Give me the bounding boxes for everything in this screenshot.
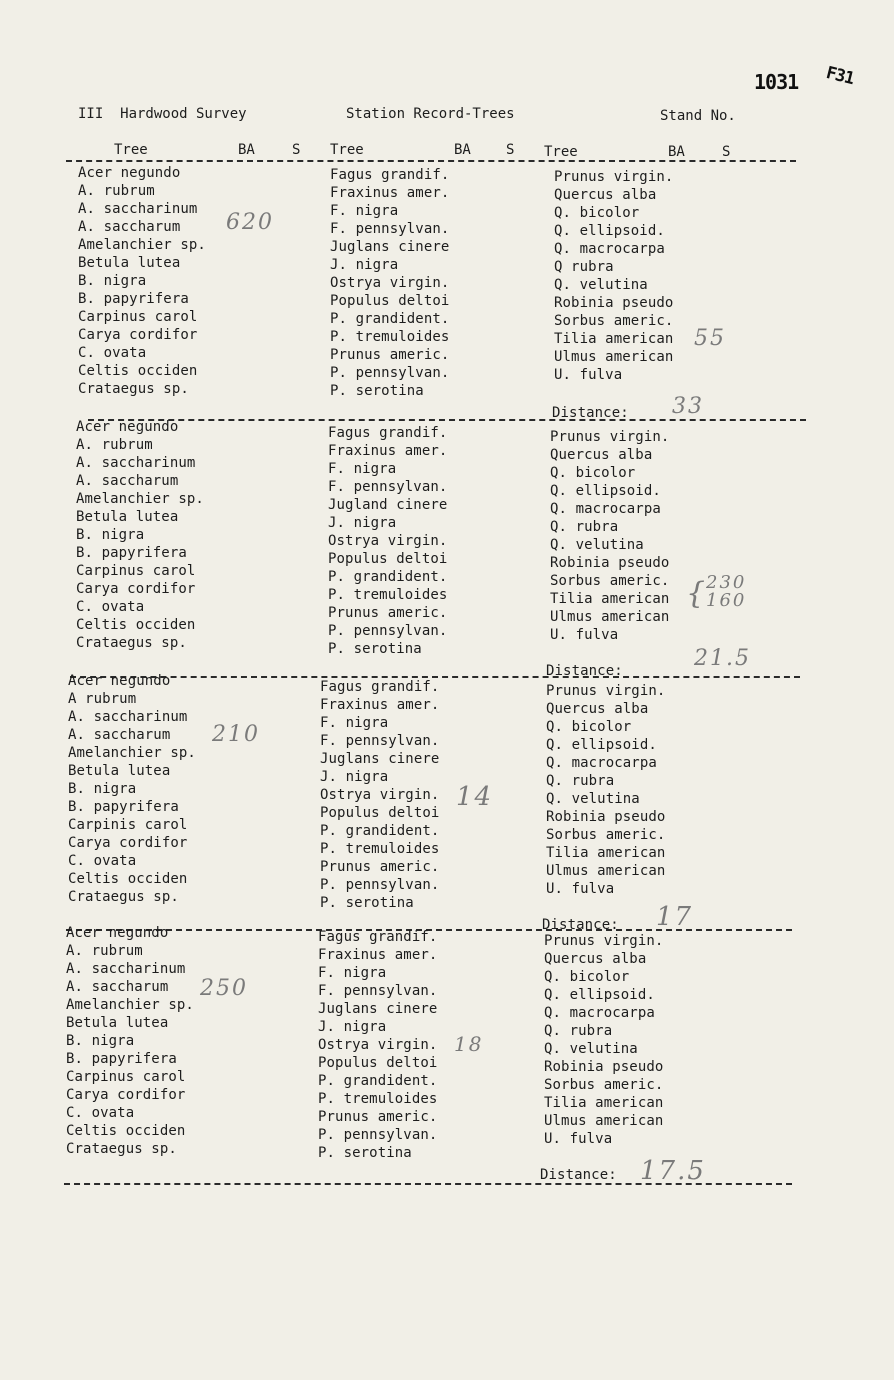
list-item: Prunus virgin.	[554, 169, 674, 185]
col1-tree-header: Tree	[114, 142, 148, 158]
list-item: A. saccharinum	[76, 455, 196, 471]
list-item: Amelanchier sp.	[78, 237, 206, 253]
list-item: Quercus alba	[544, 951, 647, 967]
list-item: Populus deltoi	[328, 551, 448, 567]
list-item: P. grandident.	[320, 823, 440, 839]
list-item: Acer negundo	[78, 165, 181, 181]
list-item: Q. velutina	[550, 537, 644, 553]
list-item: Carya cordifor	[78, 327, 198, 343]
distance-label: Distance:	[546, 663, 623, 679]
list-item: Crataegus sp.	[76, 635, 187, 651]
list-item: C. ovata	[78, 345, 147, 361]
list-item: Amelanchier sp.	[66, 997, 194, 1013]
station-3-col3	[546, 682, 665, 898]
list-item: Sorbus americ.	[550, 573, 670, 589]
list-item: J. nigra	[328, 515, 397, 531]
list-item: Q. ellipsoid.	[544, 987, 655, 1003]
col2-tree-header: Tree	[330, 142, 364, 158]
list-item: A. saccharum	[78, 219, 181, 235]
station-1-col2	[330, 166, 449, 400]
station-3-col2	[320, 678, 439, 912]
list-item: Carya cordifor	[76, 581, 196, 597]
list-item: Prunus virgin.	[550, 429, 670, 445]
list-item: Crataegus sp.	[78, 381, 189, 397]
list-item: A. rubrum	[78, 183, 155, 199]
list-item: P. grandident.	[328, 569, 448, 585]
list-item: Crataegus sp.	[66, 1141, 177, 1157]
station-4-col3	[544, 932, 663, 1148]
list-item: Carpinus carol	[78, 309, 198, 325]
list-item: U. fulva	[550, 627, 619, 643]
list-item: B. papyrifera	[66, 1051, 177, 1067]
list-item: Quercus alba	[554, 187, 657, 203]
handwritten-distance: 17	[656, 902, 694, 932]
distance-label: Distance:	[542, 917, 619, 933]
list-item: P. tremuloides	[328, 587, 448, 603]
list-item: Q. bicolor	[544, 969, 630, 985]
list-item: Q. rubra	[544, 1023, 613, 1039]
list-item: Acer negundo	[68, 673, 171, 689]
list-item: Carya cordifor	[66, 1087, 186, 1103]
list-item: Q. macrocarpa	[544, 1005, 655, 1021]
list-item: Fraxinus amer.	[320, 697, 440, 713]
list-item: Amelanchier sp.	[76, 491, 204, 507]
list-item: Fagus grandif.	[320, 679, 440, 695]
list-item: Prunus americ.	[318, 1109, 438, 1125]
list-item: Prunus americ.	[320, 859, 440, 875]
col3-s-header: S	[722, 144, 731, 160]
list-item: P. serotina	[330, 383, 424, 399]
list-item: F. nigra	[328, 461, 397, 477]
list-item: Tilia american	[546, 845, 666, 861]
list-item: P. tremuloides	[318, 1091, 438, 1107]
list-item: Juglans cinere	[318, 1001, 438, 1017]
list-item: A. saccharinum	[78, 201, 198, 217]
handwritten-ba: 14	[456, 782, 494, 812]
list-item: J. nigra	[320, 769, 389, 785]
list-item: Prunus virgin.	[544, 933, 664, 949]
list-item: C. ovata	[68, 853, 137, 869]
list-item: Prunus virgin.	[546, 683, 666, 699]
list-item: Q. velutina	[554, 277, 648, 293]
record-number-stamp: 1031	[754, 70, 799, 94]
col2-ba-header: BA	[454, 142, 471, 158]
list-item: Q. macrocarpa	[546, 755, 657, 771]
list-item: Fraxinus amer.	[328, 443, 448, 459]
list-item: Carpinus carol	[76, 563, 196, 579]
list-item: Celtis occiden	[66, 1123, 186, 1139]
handwritten-ba: 55	[694, 326, 726, 351]
list-item: Acer negundo	[76, 419, 179, 435]
list-item: Fagus grandif.	[330, 167, 450, 183]
list-item: U. fulva	[546, 881, 615, 897]
list-item: Q. ellipsoid.	[546, 737, 657, 753]
list-item: Q. bicolor	[550, 465, 636, 481]
list-item: F. nigra	[320, 715, 389, 731]
stand-number-label: Stand No.	[660, 108, 736, 124]
list-item: F. pennsylvan.	[328, 479, 448, 495]
list-item: Juglans cinere	[320, 751, 440, 767]
col1-s-header: S	[292, 142, 301, 158]
list-item: Ostrya virgin.	[328, 533, 448, 549]
list-item: Fraxinus amer.	[318, 947, 438, 963]
list-item: F. pennsylvan.	[330, 221, 450, 237]
list-item: Acer negundo	[66, 925, 169, 941]
list-item: Robinia pseudo	[550, 555, 670, 571]
list-item: Jugland cinere	[328, 497, 448, 513]
list-item: Amelanchier sp.	[68, 745, 196, 761]
list-item: Tilia american	[550, 591, 670, 607]
list-item: P. pennsylvan.	[328, 623, 448, 639]
handwritten-ba: 18	[454, 1032, 484, 1056]
list-item: P. grandident.	[330, 311, 450, 327]
station-4-col2	[318, 928, 437, 1162]
list-item: Q. rubra	[546, 773, 615, 789]
list-item: P. pennsylvan.	[320, 877, 440, 893]
list-item: A rubrum	[68, 691, 137, 707]
list-item: Betula lutea	[66, 1015, 169, 1031]
list-item: Prunus americ.	[330, 347, 450, 363]
col3-tree-header: Tree	[544, 144, 578, 160]
list-item: Populus deltoi	[318, 1055, 438, 1071]
list-item: P. tremuloides	[330, 329, 450, 345]
record-mark-stamp: F31	[823, 62, 856, 90]
list-item: A. saccharum	[68, 727, 171, 743]
station-1-col1	[78, 164, 206, 398]
list-item: Carpinis carol	[68, 817, 188, 833]
list-item: Populus deltoi	[320, 805, 440, 821]
station-2-col2	[328, 424, 447, 658]
distance-label: Distance:	[552, 405, 629, 421]
list-item: Q. rubra	[550, 519, 619, 535]
list-item: Crataegus sp.	[68, 889, 179, 905]
col2-s-header: S	[506, 142, 515, 158]
list-item: Ulmus american	[546, 863, 666, 879]
handwritten-ba: 160	[706, 590, 747, 611]
list-item: Tilia american	[554, 331, 674, 347]
list-item: Robinia pseudo	[554, 295, 674, 311]
list-item: P. serotina	[318, 1145, 412, 1161]
list-item: C. ovata	[66, 1105, 135, 1121]
header-divider	[66, 160, 796, 162]
list-item: Betula lutea	[76, 509, 179, 525]
record-title: Station Record-Trees	[346, 106, 515, 122]
list-item: B. papyrifera	[78, 291, 189, 307]
list-item: J. nigra	[318, 1019, 387, 1035]
list-item: A. saccharinum	[68, 709, 188, 725]
station-3-col1	[68, 672, 196, 906]
list-item: C. ovata	[76, 599, 145, 615]
list-item: Q. velutina	[546, 791, 640, 807]
list-item: B. nigra	[78, 273, 147, 289]
list-item: F. pennsylvan.	[320, 733, 440, 749]
list-item: Ulmus american	[550, 609, 670, 625]
list-item: U. fulva	[544, 1131, 613, 1147]
distance-label: Distance:	[540, 1167, 617, 1183]
list-item: P. serotina	[320, 895, 414, 911]
handwritten-ba: 210	[212, 722, 260, 747]
list-item: Sorbus americ.	[554, 313, 674, 329]
list-item: B. nigra	[68, 781, 137, 797]
list-item: Ostrya virgin.	[318, 1037, 438, 1053]
station-2-col1	[76, 418, 204, 652]
list-item: Sorbus americ.	[544, 1077, 664, 1093]
list-item: Q. macrocarpa	[554, 241, 665, 257]
list-item: U. fulva	[554, 367, 623, 383]
list-item: P. pennsylvan.	[318, 1127, 438, 1143]
list-item: Celtis occiden	[76, 617, 196, 633]
survey-title: III Hardwood Survey	[78, 106, 247, 122]
list-item: Carpinus carol	[66, 1069, 186, 1085]
list-item: Betula lutea	[68, 763, 171, 779]
handwritten-distance: 21.5	[694, 646, 751, 671]
list-item: Q. velutina	[544, 1041, 638, 1057]
list-item: A. saccharum	[76, 473, 179, 489]
list-item: Sorbus americ.	[546, 827, 666, 843]
list-item: Carya cordifor	[68, 835, 188, 851]
station-1-col3	[554, 168, 673, 384]
bracket-icon: {	[686, 576, 708, 611]
station-divider	[64, 1183, 792, 1185]
list-item: Celtis occiden	[68, 871, 188, 887]
list-item: Celtis occiden	[78, 363, 198, 379]
list-item: Robinia pseudo	[544, 1059, 664, 1075]
list-item: Fagus grandif.	[318, 929, 438, 945]
handwritten-ba: 230	[706, 572, 747, 593]
list-item: F. nigra	[318, 965, 387, 981]
list-item: Betula lutea	[78, 255, 181, 271]
list-item: A. saccharum	[66, 979, 169, 995]
list-item: B. papyrifera	[68, 799, 179, 815]
list-item: Juglans cinere	[330, 239, 450, 255]
list-item: Q. ellipsoid.	[550, 483, 661, 499]
list-item: P. pennsylvan.	[330, 365, 450, 381]
list-item: A. rubrum	[66, 943, 143, 959]
list-item: Q. bicolor	[554, 205, 640, 221]
station-2-col3	[550, 428, 669, 644]
list-item: P. grandident.	[318, 1073, 438, 1089]
handwritten-ba: 620	[226, 210, 274, 235]
list-item: Robinia pseudo	[546, 809, 666, 825]
list-item: Ulmus american	[544, 1113, 664, 1129]
list-item: Prunus americ.	[328, 605, 448, 621]
list-item: Tilia american	[544, 1095, 664, 1111]
list-item: Q rubra	[554, 259, 614, 275]
list-item: Ostrya virgin.	[330, 275, 450, 291]
list-item: P. tremuloides	[320, 841, 440, 857]
list-item: B. nigra	[76, 527, 145, 543]
handwritten-distance: 17.5	[640, 1156, 706, 1186]
list-item: Ostrya virgin.	[320, 787, 440, 803]
list-item: Q. bicolor	[546, 719, 632, 735]
list-item: Q. macrocarpa	[550, 501, 661, 517]
list-item: Quercus alba	[546, 701, 649, 717]
list-item: Ulmus american	[554, 349, 674, 365]
list-item: Q. ellipsoid.	[554, 223, 665, 239]
list-item: J. nigra	[330, 257, 399, 273]
list-item: Fraxinus amer.	[330, 185, 450, 201]
list-item: Populus deltoi	[330, 293, 450, 309]
list-item: F. pennsylvan.	[318, 983, 438, 999]
list-item: P. serotina	[328, 641, 422, 657]
station-4-col1	[66, 924, 194, 1158]
list-item: B. papyrifera	[76, 545, 187, 561]
list-item: A. saccharinum	[66, 961, 186, 977]
handwritten-ba: 250	[200, 976, 248, 1001]
handwritten-distance: 33	[672, 394, 704, 419]
list-item: Fagus grandif.	[328, 425, 448, 441]
list-item: Quercus alba	[550, 447, 653, 463]
col1-ba-header: BA	[238, 142, 255, 158]
col3-ba-header: BA	[668, 144, 685, 160]
list-item: B. nigra	[66, 1033, 135, 1049]
list-item: A. rubrum	[76, 437, 153, 453]
list-item: F. nigra	[330, 203, 399, 219]
